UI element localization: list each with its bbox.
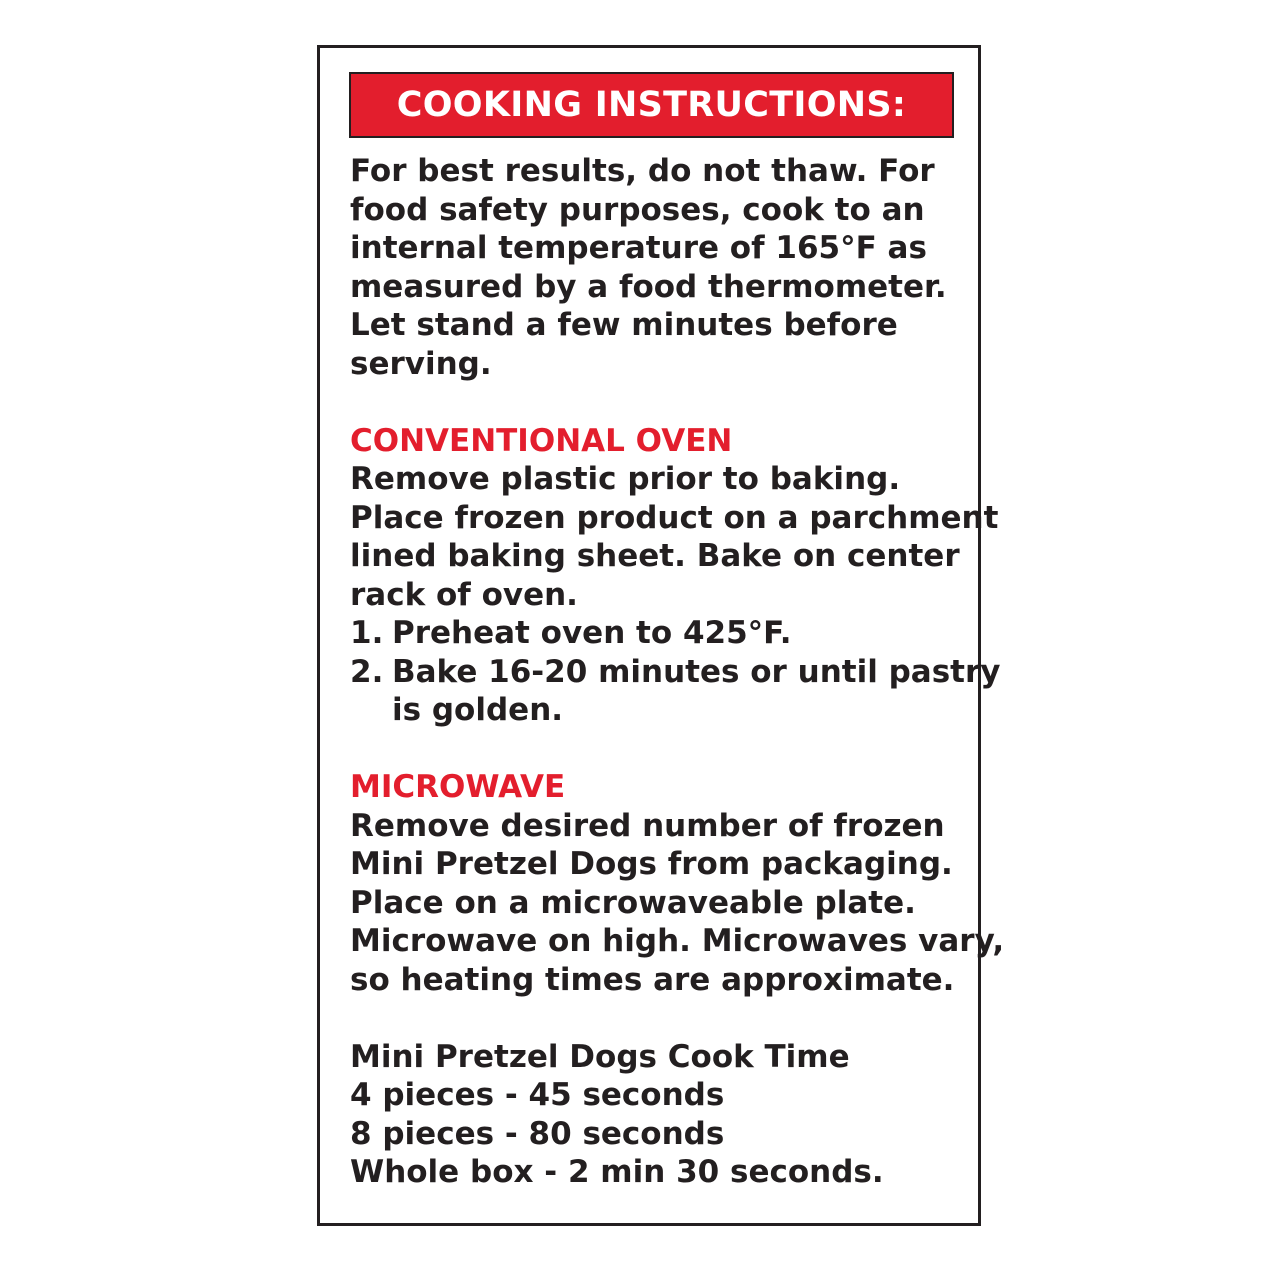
oven-line: Remove plastic prior to baking.: [350, 461, 901, 497]
oven-line: lined baking sheet. Bake on center: [350, 538, 960, 574]
cook-time-row: 4 pieces - 45 seconds: [350, 1077, 725, 1113]
title-banner: [349, 72, 954, 138]
cook-time-heading: Mini Pretzel Dogs Cook Time: [350, 1038, 850, 1075]
oven-step: [350, 614, 980, 653]
section-spacer: [350, 999, 980, 1038]
intro-line: food safety purposes, cook to an: [350, 191, 925, 228]
intro-section: [350, 152, 980, 383]
microwave-line: Microwave on high. Microwaves vary,: [350, 923, 1005, 959]
section-spacer: [350, 730, 980, 769]
microwave-heading: MICROWAVE: [350, 769, 566, 805]
oven-heading: CONVENTIONAL OVEN: [350, 422, 733, 459]
step-number: 2.: [350, 653, 384, 690]
page-title: COOKING INSTRUCTIONS:: [396, 85, 907, 125]
oven-line: Place frozen product on a parchment: [350, 499, 999, 536]
step-text: Bake 16-20 minutes or until pastry: [392, 653, 1001, 690]
oven-step: [350, 653, 1001, 692]
step-number: 1.: [350, 615, 384, 651]
microwave-line: Remove desired number of frozen: [350, 807, 945, 844]
intro-line: Let stand a few minutes before: [350, 307, 898, 343]
microwave-line: Place on a microwaveable plate.: [350, 884, 916, 921]
cook-time-row: Whole box - 2 min 30 seconds.: [350, 1154, 884, 1190]
section-spacer: [350, 383, 980, 422]
step-text: Preheat oven to 425°F.: [392, 615, 792, 651]
oven-line: rack of oven.: [350, 576, 578, 613]
intro-line: For best results, do not thaw. For: [350, 153, 935, 189]
intro-line: measured by a food thermometer.: [350, 268, 947, 305]
cook-time-section: [350, 1038, 980, 1192]
intro-line: internal temperature of 165°F as: [350, 230, 927, 266]
cook-time-row: 8 pieces - 80 seconds: [350, 1115, 725, 1152]
oven-section: [350, 422, 1001, 730]
microwave-section: [350, 768, 1005, 999]
step-text-continued: is golden.: [392, 692, 564, 728]
instructions-content: [350, 152, 1005, 1192]
microwave-line: so heating times are approximate.: [350, 961, 955, 998]
intro-line: serving.: [350, 345, 492, 382]
microwave-line: Mini Pretzel Dogs from packaging.: [350, 846, 953, 882]
